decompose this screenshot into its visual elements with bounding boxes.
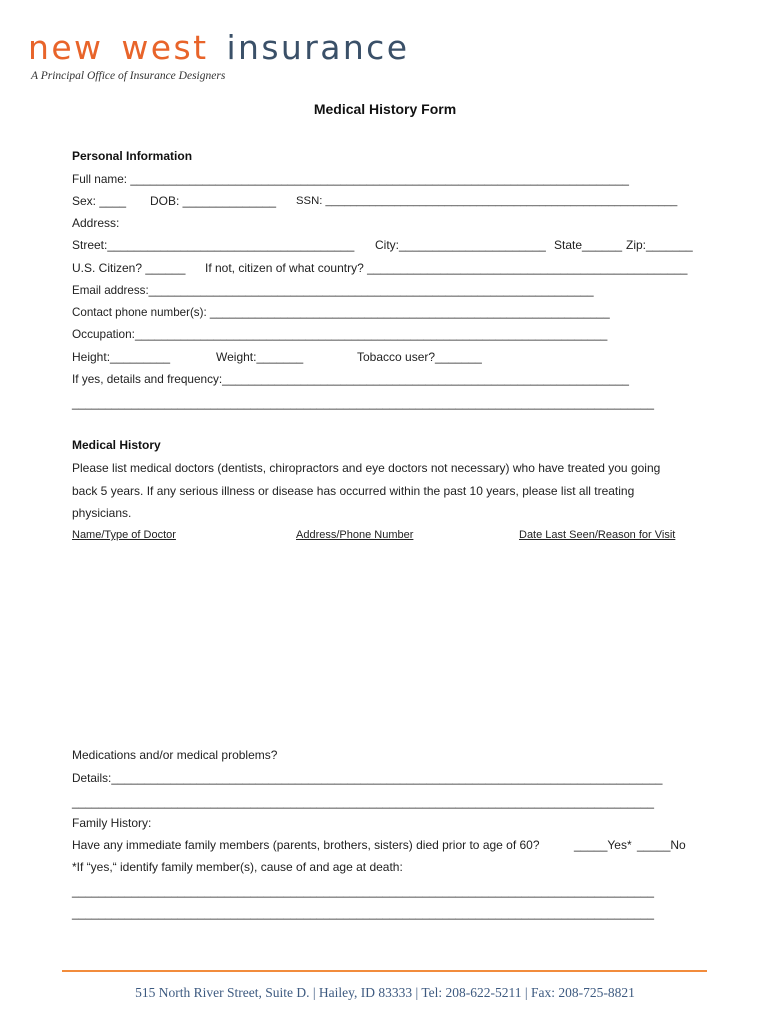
logo-word-west: west <box>121 28 209 67</box>
weight-field[interactable]: Weight:_______ <box>216 350 304 364</box>
tobacco-details-line-2[interactable]: ________________________________________________________________________________________ <box>72 396 654 410</box>
medical-history-heading: Medical History <box>72 438 161 452</box>
family-history-no-option[interactable]: _____No <box>637 838 686 852</box>
medical-instructions-line-1: Please list medical doctors (dentists, chiropractors and eye doctors not necessary) who have treated you going <box>72 461 661 475</box>
footer-contact-info: 515 North River Street, Suite D. | Hailey, ID 83333 | Tel: 208-622-5211 | Fax: 208-725-8821 <box>135 985 635 1000</box>
form-title: Medical History Form <box>313 101 457 117</box>
logo-tagline: A Principal Office of Insurance Designers <box>31 70 226 82</box>
medications-question: Medications and/or medical problems? <box>72 748 278 762</box>
address-label: Address: <box>72 216 120 230</box>
personal-info-heading: Personal Information <box>72 149 193 163</box>
full-name-field[interactable]: Full name: ____________________________________________________________________________ <box>72 172 629 186</box>
height-field[interactable]: Height:_________ <box>72 350 171 364</box>
medical-instructions-line-3: physicians. <box>72 506 132 520</box>
column-header-address: Address/Phone Number <box>296 529 414 541</box>
family-history-if-yes: *If “yes,“ identify family member(s), cause of and age at death: <box>72 860 403 874</box>
family-history-line-1[interactable]: ________________________________________________________________________________________ <box>72 884 654 898</box>
family-history-yes-option[interactable]: _____Yes* <box>574 838 632 852</box>
street-field[interactable]: Street:_____________________________________ <box>72 238 355 252</box>
footer-divider <box>62 970 707 972</box>
logo-word-insurance: insurance <box>226 28 410 67</box>
medical-instructions-line-2: back 5 years. If any serious illness or disease has occurred within the past 10 years, please list all treating <box>72 484 635 498</box>
column-header-doctor: Name/Type of Doctor <box>72 529 176 541</box>
citizen-country-field[interactable]: If not, citizen of what country? ________________________________________________ <box>205 261 688 275</box>
tobacco-details-field[interactable]: If yes, details and frequency:______________________________________________________________ <box>72 372 629 386</box>
company-logo <box>28 28 409 68</box>
ssn-field[interactable]: SSN: ________________________________________________________ <box>296 195 678 207</box>
dob-field[interactable]: DOB: ______________ <box>150 194 277 208</box>
medications-details-line-2[interactable]: ________________________________________________________________________________________ <box>72 795 654 809</box>
family-history-heading: Family History: <box>72 816 152 830</box>
medications-details-field[interactable]: Details:____________________________________________________________________________________ <box>72 771 663 785</box>
tobacco-field[interactable]: Tobacco user?_______ <box>357 350 482 364</box>
state-field[interactable]: State______ <box>554 238 623 252</box>
city-field[interactable]: City:______________________ <box>375 238 546 252</box>
sex-field[interactable]: Sex: ____ <box>72 194 127 208</box>
us-citizen-field[interactable]: U.S. Citizen? ______ <box>72 261 186 275</box>
logo-wordmark <box>28 28 409 68</box>
family-history-line-2[interactable]: ________________________________________________________________________________________ <box>72 906 654 920</box>
phone-field[interactable]: Contact phone number(s): ______________________________________________________________ <box>72 306 610 319</box>
zip-field[interactable]: Zip:_______ <box>626 238 693 252</box>
family-history-question: Have any immediate family members (parents, brothers, sisters) died prior to age of 60? <box>72 838 540 852</box>
logo-word-new: new <box>28 28 104 67</box>
email-field[interactable]: Email address:_____________________________________________________________________ <box>72 284 594 297</box>
column-header-date: Date Last Seen/Reason for Visit <box>519 529 676 541</box>
occupation-field[interactable]: Occupation:________________________________________________________________________ <box>72 327 608 341</box>
